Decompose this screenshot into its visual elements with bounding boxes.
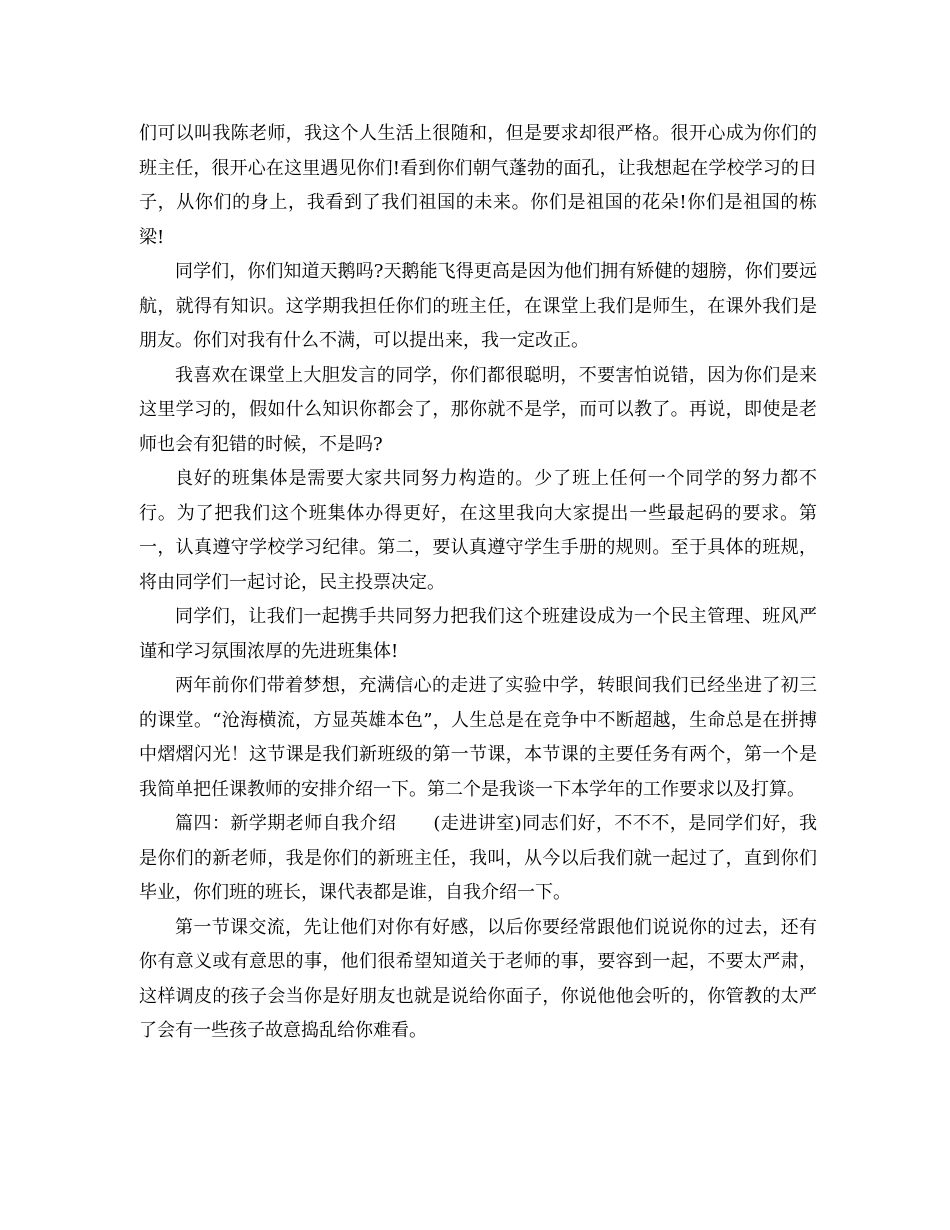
paragraph: 同学们，让我们一起携手共同努力把我们这个班建设成为一个民主管理、班风严谨和学习氛围浓厚的先进班集体!: [139, 606, 817, 662]
paragraph: 同学们，你们知道天鹅吗?天鹅能飞得更高是因为他们拥有矫健的翅膀，你们要远航，就得有知识。这学期我担任你们的班主任，在课堂上我们是师生，在课外我们是朋友。你们对我有什么不满，可以提出来，我一定改正。: [139, 261, 817, 351]
paragraph: 两年前你们带着梦想，充满信心的走进了实验中学，转眼间我们已经坐进了初三的课堂。“沧海横流，方显英雄本色”，人生总是在竞争中不断超越，生命总是在拼搏中熠熠闪光！这节课是我们新班级的第一节课，本节课的主要任务有两个，第一个是我简单把任课教师的安排介绍一下。第二个是我谈一下本学年的工作要求以及打算。: [139, 675, 817, 800]
paragraph: 篇四：新学期老师自我介绍 (走进讲室)同志们好，不不不，是同学们好，我是你们的新老师，我是你们的新班主任，我叫，从今以后我们就一起过了，直到你们毕业，你们班的班长，课代表都是谁，自我介绍一下。: [139, 813, 817, 903]
document-body: [139, 117, 817, 1049]
paragraph: 良好的班集体是需要大家共同努力构造的。少了班上任何一个同学的努力都不行。为了把我们这个班集体办得更好，在这里我向大家提出一些最起码的要求。第一，认真遵守学校学习纪律。第二，要认真遵守学生手册的规则。至于具体的班规，将由同学们一起讨论，民主投票决定。: [139, 468, 817, 593]
paragraph: 第一节课交流，先让他们对你有好感，以后你要经常跟他们说说你的过去，还有你有意义或有意思的事，他们很希望知道关于老师的事，要容到一起，不要太严肃，这样调皮的孩子会当你是好朋友也就是说给你面子，你说他他会听的，你管教的太严了会有一些孩子故意捣乱给你难看。: [139, 916, 817, 1041]
paragraph: 我喜欢在课堂上大胆发言的同学，你们都很聪明，不要害怕说错，因为你们是来这里学习的，假如什么知识你都会了，那你就不是学，而可以教了。再说，即使是老师也会有犯错的时候，不是吗?: [139, 364, 817, 455]
paragraph: 们可以叫我陈老师，我这个人生活上很随和，但是要求却很严格。很开心成为你们的班主任，很开心在这里遇见你们!看到你们朝气蓬勃的面孔，让我想起在学校学习的日子，从你们的身上，我看到了我们祖国的未来。你们是祖国的花朵!你们是祖国的栋梁!: [139, 123, 817, 248]
